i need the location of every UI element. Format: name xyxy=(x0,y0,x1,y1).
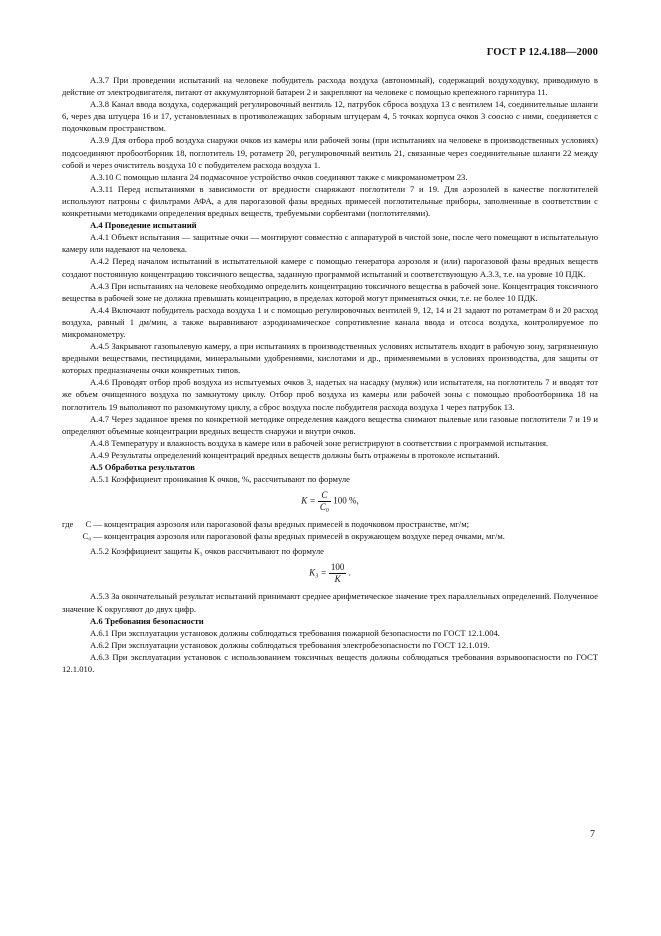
indent-spacer xyxy=(62,530,80,542)
formula-lhs: K = xyxy=(301,495,316,506)
standard-header: ГОСТ Р 12.4.188—2000 xyxy=(486,47,598,58)
formula-protection xyxy=(62,562,598,585)
paragraph-a49: А.4.9 Результаты определений концентраций вредных веществ должны быть отражены в протоколе испытаний. xyxy=(90,449,500,460)
document-body xyxy=(62,74,598,675)
section-heading-a6: А.6 Требования безопасности xyxy=(90,615,204,626)
formula2-numerator: 100 xyxy=(330,562,345,573)
paragraph-a44: А.4.4 Включают побудитель расхода воздуха 1 и с помощью регулировочных вентилей 9, 12, 14 и 21 задают по ротаметрам 8 и 20 расход воздуха, равный 1 дм/мин, а также выравнивают аэродинамическое сопротивление канала ввода и отсоса воздуха, контролируемое по микроманометру. xyxy=(62,304,598,339)
paragraph-a311: А.3.11 Перед испытаниями в зависимости от вредности снаряжают поглотители 7 и 19. Для аэрозолей в качестве поглотителей используют патроны с фильтрами АФА, а для парогазовой фазы вредных примесей поглотительные приборы, заполненные в соответствии с конкретными методиками определения вредных веществ, требуемыми сорбентами (поглотителями). xyxy=(62,183,598,219)
paragraph-a53: А.5.3 За окончательный результат испытаний принимают среднее арифметическое значение трех параллельных определений. Полученное значение К округляют до двух цифр. xyxy=(62,591,598,614)
paragraph-a48: А.4.8 Температуру и влажность воздуха в камере или в рабочей зоне регистрируют в соответствии с программой испытания. xyxy=(90,437,549,448)
paragraph-a47: А.4.7 Через заданное время по конкретной методике определения каждого вещества снимают пылевые или газовые поглотители 7 и 19 и определяют объемные концентрации вредных веществ снаружи и внутри очков. xyxy=(62,413,598,436)
formula-denominator: C₀ xyxy=(319,502,329,513)
paragraph-a51: А.5.1 Коэффициент проникания К очков, %, рассчитывают по формуле xyxy=(90,474,350,485)
formula2-denominator: K xyxy=(334,574,341,585)
where-word: где xyxy=(62,519,74,530)
formula2-fraction xyxy=(329,562,347,585)
formula-tail: 100 %, xyxy=(333,495,359,506)
paragraph-a43: А.4.3 При испытаниях на человеке необходимо определить концентрацию токсичного вещества в рабочей зоне. Концентрация токсичного вещества в рабочей зоне не должна превышать концентрацию, в пределах которой могут применяться очки, т.е. не более 10 ПДК. xyxy=(62,280,598,303)
paragraph-a46: А.4.6 Проводят отбор проб воздуха из испытуемых очков 3, надетых на насадку (муляж) или испытателя, на поглотитель 7 и вводят тот же объем очищенного воздуха по замкнутому циклу. Отбор проб воздуха из камеры или рабочей зоны с помощью пробоотборника 18 на поглотитель 19 выполняют по разомкнутому циклу, а сброс воздуха после побудителя расхода воздуха 1 через патрубок 13. xyxy=(62,377,598,412)
definition-c xyxy=(62,518,598,530)
definition-c0 xyxy=(62,530,598,542)
paragraph-a37: А.3.7 При проведении испытаний на человеке побудитель расхода воздуха (автономный), содержащий воздуходувку, приводимую в действие от электродвигателя, питают от аккумуляторной батареи 2 и закрепляют на человеке с помощью крепежного гарнитура 11. xyxy=(62,75,598,98)
definition-c-text: концентрация аэрозоля или парогазовой фазы вредных примесей в подочковом пространстве, мг/м; xyxy=(104,519,470,530)
paragraph-a45: А.4.5 Закрывают газопылевую камеру, а при испытаниях в производственных условиях испытатель входит в рабочую зону, загрязненную вредными веществами, пестицидами, минеральными удобрениями, кислотами и др., применяемыми в условиях производства, для защиты от которых предназначены очки конкретных типов. xyxy=(62,341,598,376)
paragraph-a52: А.5.2 Коэффициент защиты К₃ очков рассчитывают по формуле xyxy=(90,546,324,557)
paragraph-a42: А.4.2 Перед началом испытаний в испытательной камере с помощью генератора аэрозоля и (или) парогазовой фазы вредных веществ создают постоянную концентрацию токсичного вещества, заданную программой испытаний и соответствующую А.3.3, т.е. на уровне 10 ПДК. xyxy=(62,256,598,279)
formula-penetration xyxy=(62,490,598,513)
paragraph-a39: А.3.9 Для отбора проб воздуха снаружи очков из камеры или рабочей зоны (при испытаниях на человеке в производственных условиях) подсоединяют пробоотборник 18, поглотитель 19, ротаметр 20, регулировочный вентиль 21, связанные через соединительные шланги 22 между собой и через очиститель воздуха 10 с побудителем расхода воздуха 1. xyxy=(62,135,598,170)
section-heading-a4: А.4 Проведение испытаний xyxy=(90,220,197,231)
section-heading-a5: А.5 Обработка результатов xyxy=(90,462,195,472)
symbol-c0: С₀ — xyxy=(82,531,102,542)
formula-fraction xyxy=(318,490,331,513)
variable-definitions xyxy=(62,518,598,542)
formula-numerator: C xyxy=(318,490,331,502)
paragraph-a63: А.6.3 При эксплуатации установок с использованием токсичных веществ должны соблюдаться требования взрывоопасности по ГОСТ 12.1.010. xyxy=(62,651,598,675)
paragraph-a38: А.3.8 Канал ввода воздуха, содержащий регулировочный вентиль 12, патрубок сброса воздуха 13 с вентилем 14, соединительные шланги 6, через два штуцера 16 и 17, установленных в противолежащих заборным штуцерам 4, 5 точках корпуса очков 3 соосно с ними, соединяется с подочковым пространством. xyxy=(62,99,598,134)
paragraph-a41: А.4.1 Объект испытания — защитные очки — монтируют совместно с аппаратурой в чистой зоне, после чего помещают в испытательную камеру или надевают на человека. xyxy=(62,232,598,255)
symbol-c: С — xyxy=(85,519,102,530)
definition-c0-text: концентрация аэрозоля или парогазовой фазы вредных примесей в окружающем воздухе перед очками, мг/м. xyxy=(104,531,505,542)
formula2-lhs: K₃ = xyxy=(309,568,327,579)
page-number: 7 xyxy=(590,829,595,840)
paragraph-a62: А.6.2 При эксплуатации установок должны соблюдаться требования электробезопасности по ГОСТ 12.1.019. xyxy=(90,639,490,650)
formula2-tail: . xyxy=(348,568,351,579)
paragraph-a61: А.6.1 При эксплуатации установок должны соблюдаться требования пожарной безопасности по ГОСТ 12.1.004. xyxy=(90,627,500,638)
paragraph-a310: А.3.10 С помощью шланга 24 подмасочное устройство очков соединяют также с микроманометром 23. xyxy=(90,171,468,182)
